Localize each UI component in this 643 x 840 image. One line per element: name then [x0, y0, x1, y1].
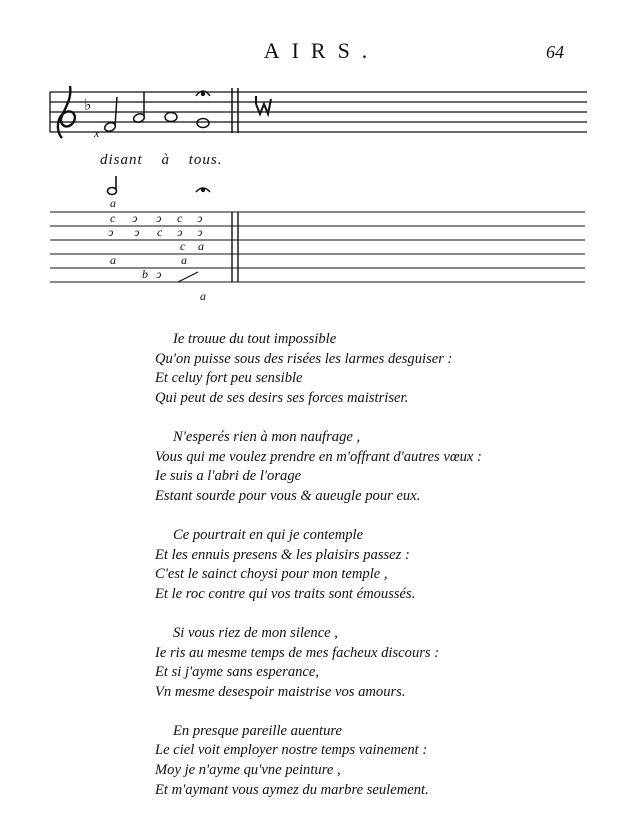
- tab-letter: c: [177, 211, 183, 225]
- page-title: AIRS.: [263, 38, 380, 63]
- verse-line: Et celuy fort peu sensible: [155, 370, 303, 387]
- stanza: [155, 428, 615, 506]
- svg-text:x: x: [94, 126, 100, 140]
- verse-line: Ie ris au mesme temps de mes facheux discours :: [155, 644, 440, 661]
- tab-letter: ↄ: [134, 225, 140, 239]
- verse-line: Vous qui me voulez prendre en m'offrant d'autres vœux :: [155, 448, 482, 465]
- verse-line: Qu'on puisse sous des risées les larmes desguiser :: [155, 350, 453, 367]
- tab-letter: a: [200, 289, 206, 303]
- verse-line: Vn mesme desespoir maistrise vos amours.: [155, 683, 406, 700]
- stanza: [155, 330, 615, 408]
- verse-line: Ie trouue du tout impossible: [173, 331, 337, 347]
- tab-letter: ↄ: [197, 211, 203, 225]
- verse-line: Et le roc contre qui vos traits sont émoussés.: [155, 585, 416, 602]
- tablature-staff: [50, 212, 585, 282]
- verse-line: N'esperés rien à mon naufrage ,: [173, 428, 361, 445]
- verse-line: Qui peut de ses desirs ses forces maistriser.: [155, 389, 409, 406]
- tab-letter: a: [110, 196, 116, 210]
- stanza: [155, 624, 615, 702]
- music-notation: [0, 0, 643, 310]
- tab-letter: c: [157, 225, 163, 239]
- verse-line: Et m'aymant vous aymez du marbre seulement.: [155, 781, 429, 798]
- flat-sign-icon: ♭: [84, 97, 92, 114]
- tab-letter: ↄ: [177, 225, 183, 239]
- verse-line: Ce pourtrait en qui je contemple: [173, 526, 364, 543]
- lyric-word: tous.: [188, 152, 223, 168]
- custos-mark: [256, 96, 271, 114]
- music-staff: [50, 92, 587, 132]
- verse-line: C'est le sainct choysi pour mon temple ,: [155, 566, 388, 583]
- lyric-word: à: [161, 152, 170, 168]
- tab-letter: ↄ: [197, 225, 203, 239]
- tab-letter: c: [180, 239, 186, 253]
- double-barline: [232, 88, 238, 133]
- poem: [155, 330, 615, 820]
- verse-line: Estant sourde pour vous & aueugle pour eux.: [155, 487, 421, 504]
- tab-letter: c: [110, 211, 116, 225]
- verse-line: Si vous riez de mon silence ,: [173, 624, 338, 641]
- tab-rhythm-marks: [108, 176, 211, 195]
- tab-letter: a: [181, 253, 187, 267]
- lyric-word: disant: [100, 152, 143, 168]
- tab-letter: a: [198, 239, 204, 253]
- stanza: [155, 526, 615, 604]
- tab-letter: ↄ: [156, 211, 162, 225]
- verse-line: Et les ennuis presens & les plaisirs passez :: [155, 546, 410, 563]
- tab-letter: ↄ: [156, 267, 162, 281]
- lyric-under-staff: [100, 152, 236, 169]
- verse-line: En presque pareille auenture: [173, 722, 343, 739]
- slur-mark: [178, 272, 198, 282]
- verse-line: Le ciel voit employer nostre temps vainement :: [155, 742, 428, 759]
- tab-letter: ↄ: [132, 211, 138, 225]
- verse-line: Moy je n'ayme qu'vne peinture ,: [155, 762, 341, 779]
- stanza: [155, 722, 615, 800]
- tab-letter: ↄ: [108, 225, 114, 239]
- verse-line: Ie suis a l'abri de l'orage: [155, 468, 302, 485]
- tab-letter: a: [110, 253, 116, 267]
- page-number: 64: [546, 42, 564, 62]
- tab-letter: b: [142, 267, 148, 281]
- verse-line: Et si j'ayme sans esperance,: [155, 664, 320, 681]
